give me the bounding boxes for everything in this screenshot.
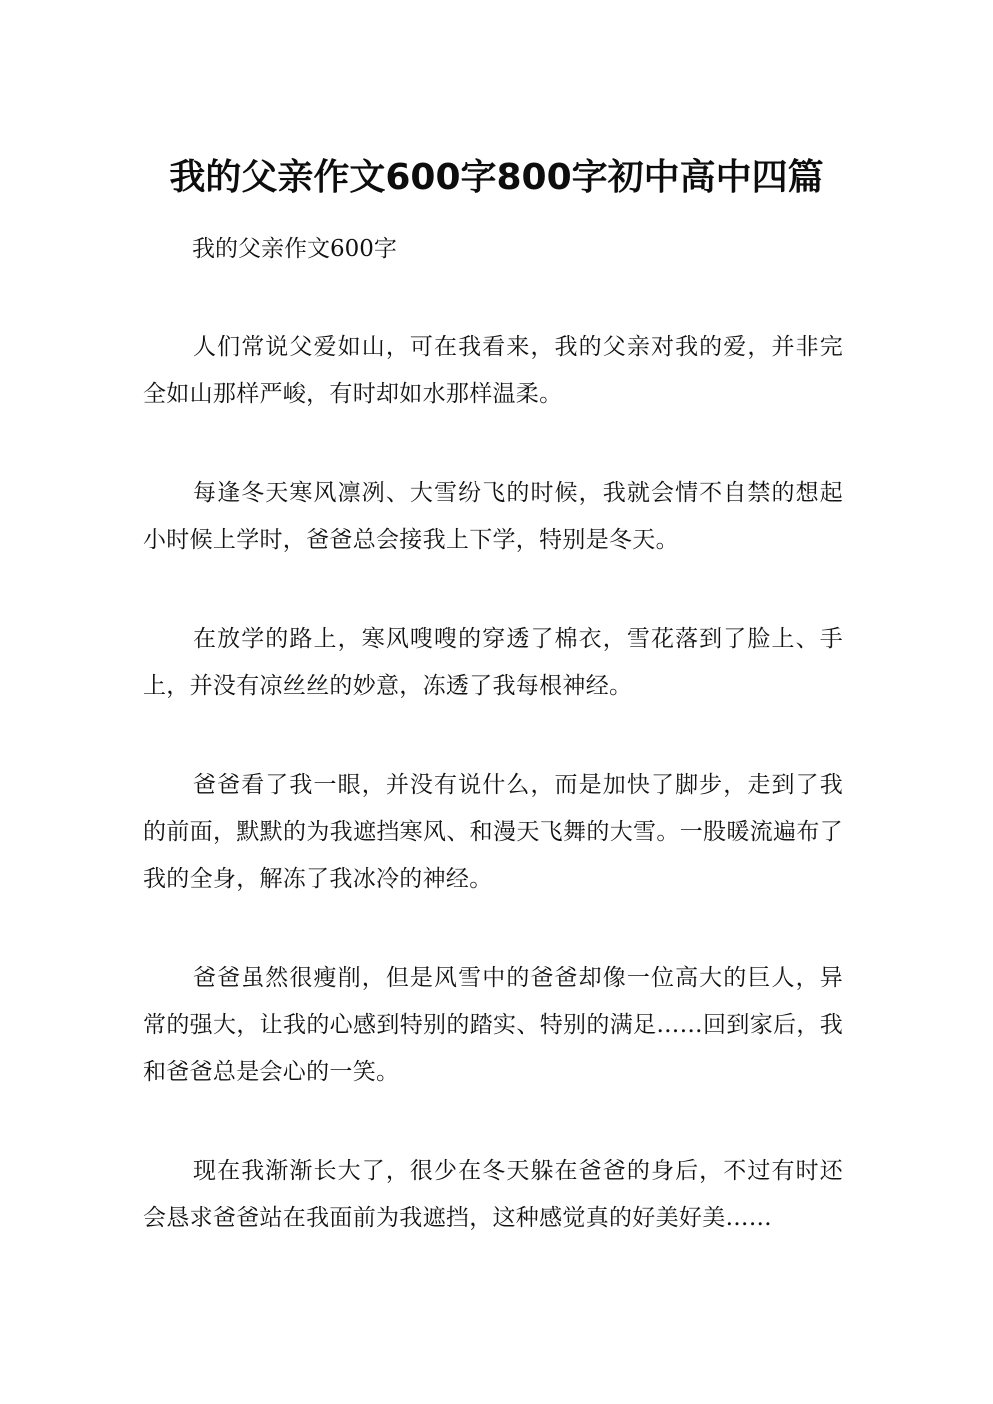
paragraph: 爸爸看了我一眼，并没有说什么，而是加快了脚步，走到了我的前面，默默的为我遮挡寒风、和漫天飞舞的大雪。一股暖流遍布了我的全身，解冻了我冰冷的神经。 [143,772,843,892]
paragraph: 人们常说父爱如山，可在我看来，我的父亲对我的爱，并非完全如山那样严峻，有时却如水那样温柔。 [143,334,843,407]
paragraph: 现在我渐渐长大了，很少在冬天躲在爸爸的身后，不过有时还会恳求爸爸站在我面前为我遮挡，这种感觉真的好美好美…… [143,1158,843,1231]
paragraph: 每逢冬天寒风凛冽、大雪纷飞的时候，我就会情不自禁的想起小时候上学时，爸爸总会接我上下学，特别是冬天。 [143,480,843,553]
document-title: 我的父亲作文600字800字初中高中四篇 [169,157,824,198]
document-subtitle: 我的父亲作文600字 [192,236,397,262]
paragraph: 爸爸虽然很瘦削，但是风雪中的爸爸却像一位高大的巨人，异常的强大，让我的心感到特别的踏实、特别的满足……回到家后，我和爸爸总是会心的一笑。 [143,965,843,1085]
paragraph: 在放学的路上，寒风嗖嗖的穿透了棉衣，雪花落到了脸上、手上，并没有凉丝丝的妙意，冻透了我每根神经。 [143,626,843,699]
